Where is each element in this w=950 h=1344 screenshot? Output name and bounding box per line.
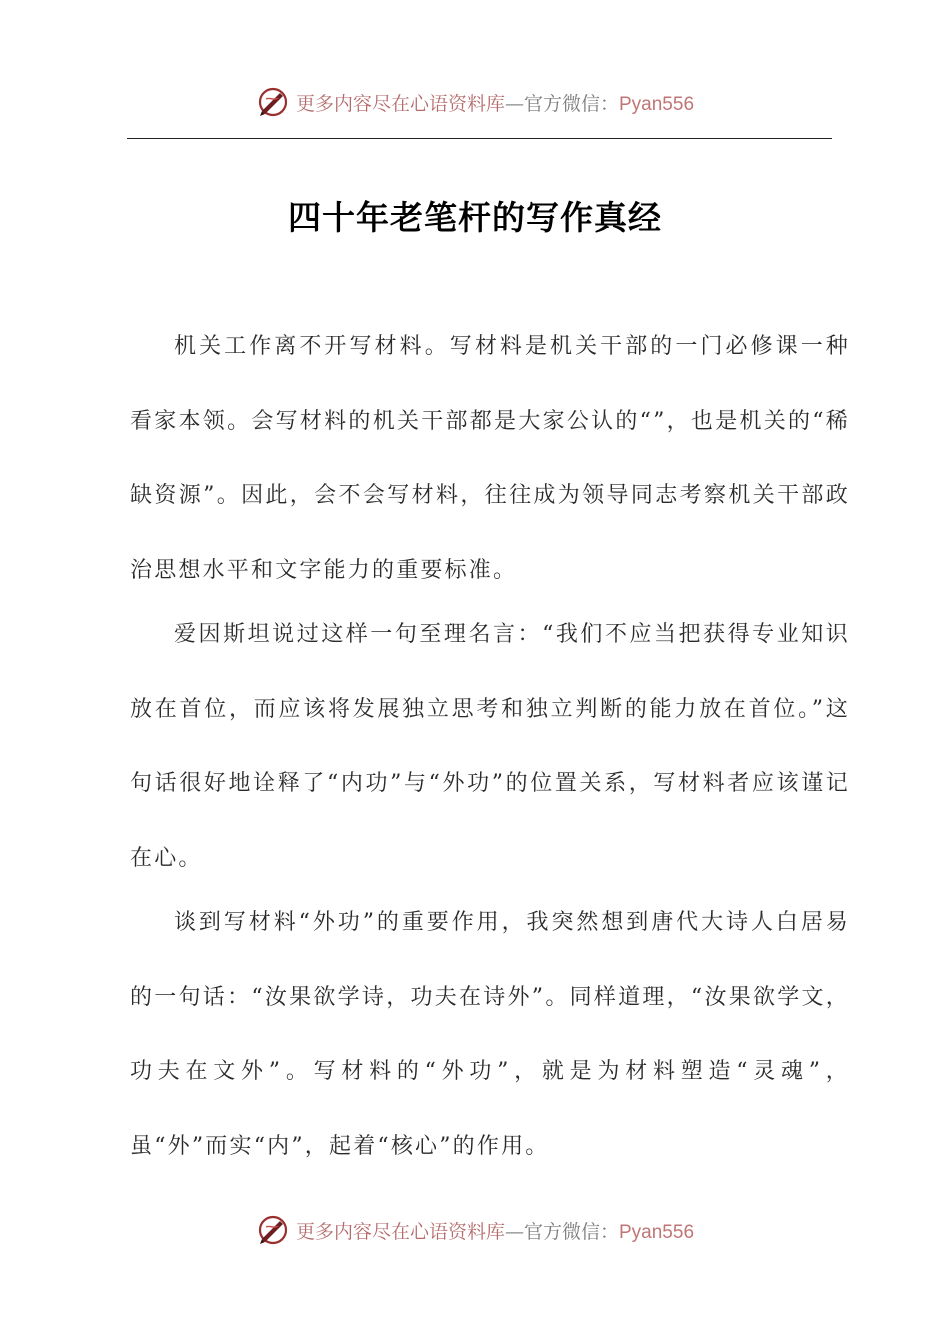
footer-banner: [0, 1210, 950, 1250]
paragraph-1: 机关工作离不开写材料。写材料是机关干部的一门必修课一种看家本领。会写材料的机关干部都是大家公认的“”，也是机关的“稀缺资源”。因此，会不会写材料，往往成为领导同志考察机关干部政治思想水平和文字能力的重要标准。: [130, 334, 850, 583]
document-title: 四十年老笔杆的写作真经: [288, 198, 662, 237]
paragraph-3: 谈到写材料“外功”的重要作用，我突然想到唐代大诗人白居易的一句话：“汝果欲学诗，功夫在诗外”。同样道理，“汝果欲学文，功夫在文外”。写材料的“外功”，就是为材料塑造“灵魂”，虽“外”而实“内”，起着“核心”的作用。: [130, 910, 850, 1159]
footer-banner-text: [296, 1217, 694, 1244]
header-banner: [0, 82, 950, 122]
pen-logo-icon: [256, 85, 290, 119]
document-body: [130, 310, 850, 1184]
pen-logo-icon: [256, 1213, 290, 1247]
header-banner-main: 更多内容尽在心语资料库: [295, 92, 505, 115]
footer-banner-dash: —: [504, 1220, 524, 1243]
header-banner-wechat-id: Pyan556: [619, 93, 695, 115]
header-banner-dash: —: [504, 92, 524, 115]
header-divider: [127, 138, 832, 139]
header-banner-wechat-label: 官方微信：: [523, 92, 619, 115]
footer-banner-wechat-id: Pyan556: [619, 1221, 695, 1243]
header-banner-text: [296, 89, 694, 116]
footer-banner-wechat-label: 官方微信：: [523, 1220, 619, 1243]
paragraph-2: 爱因斯坦说过这样一句至理名言：“我们不应当把获得专业知识放在首位，而应该将发展独立思考和独立判断的能力放在首位。”这句话很好地诠释了“内功”与“外功”的位置关系，写材料者应该谨记在心。: [130, 622, 850, 871]
footer-banner-main: 更多内容尽在心语资料库: [295, 1220, 505, 1243]
